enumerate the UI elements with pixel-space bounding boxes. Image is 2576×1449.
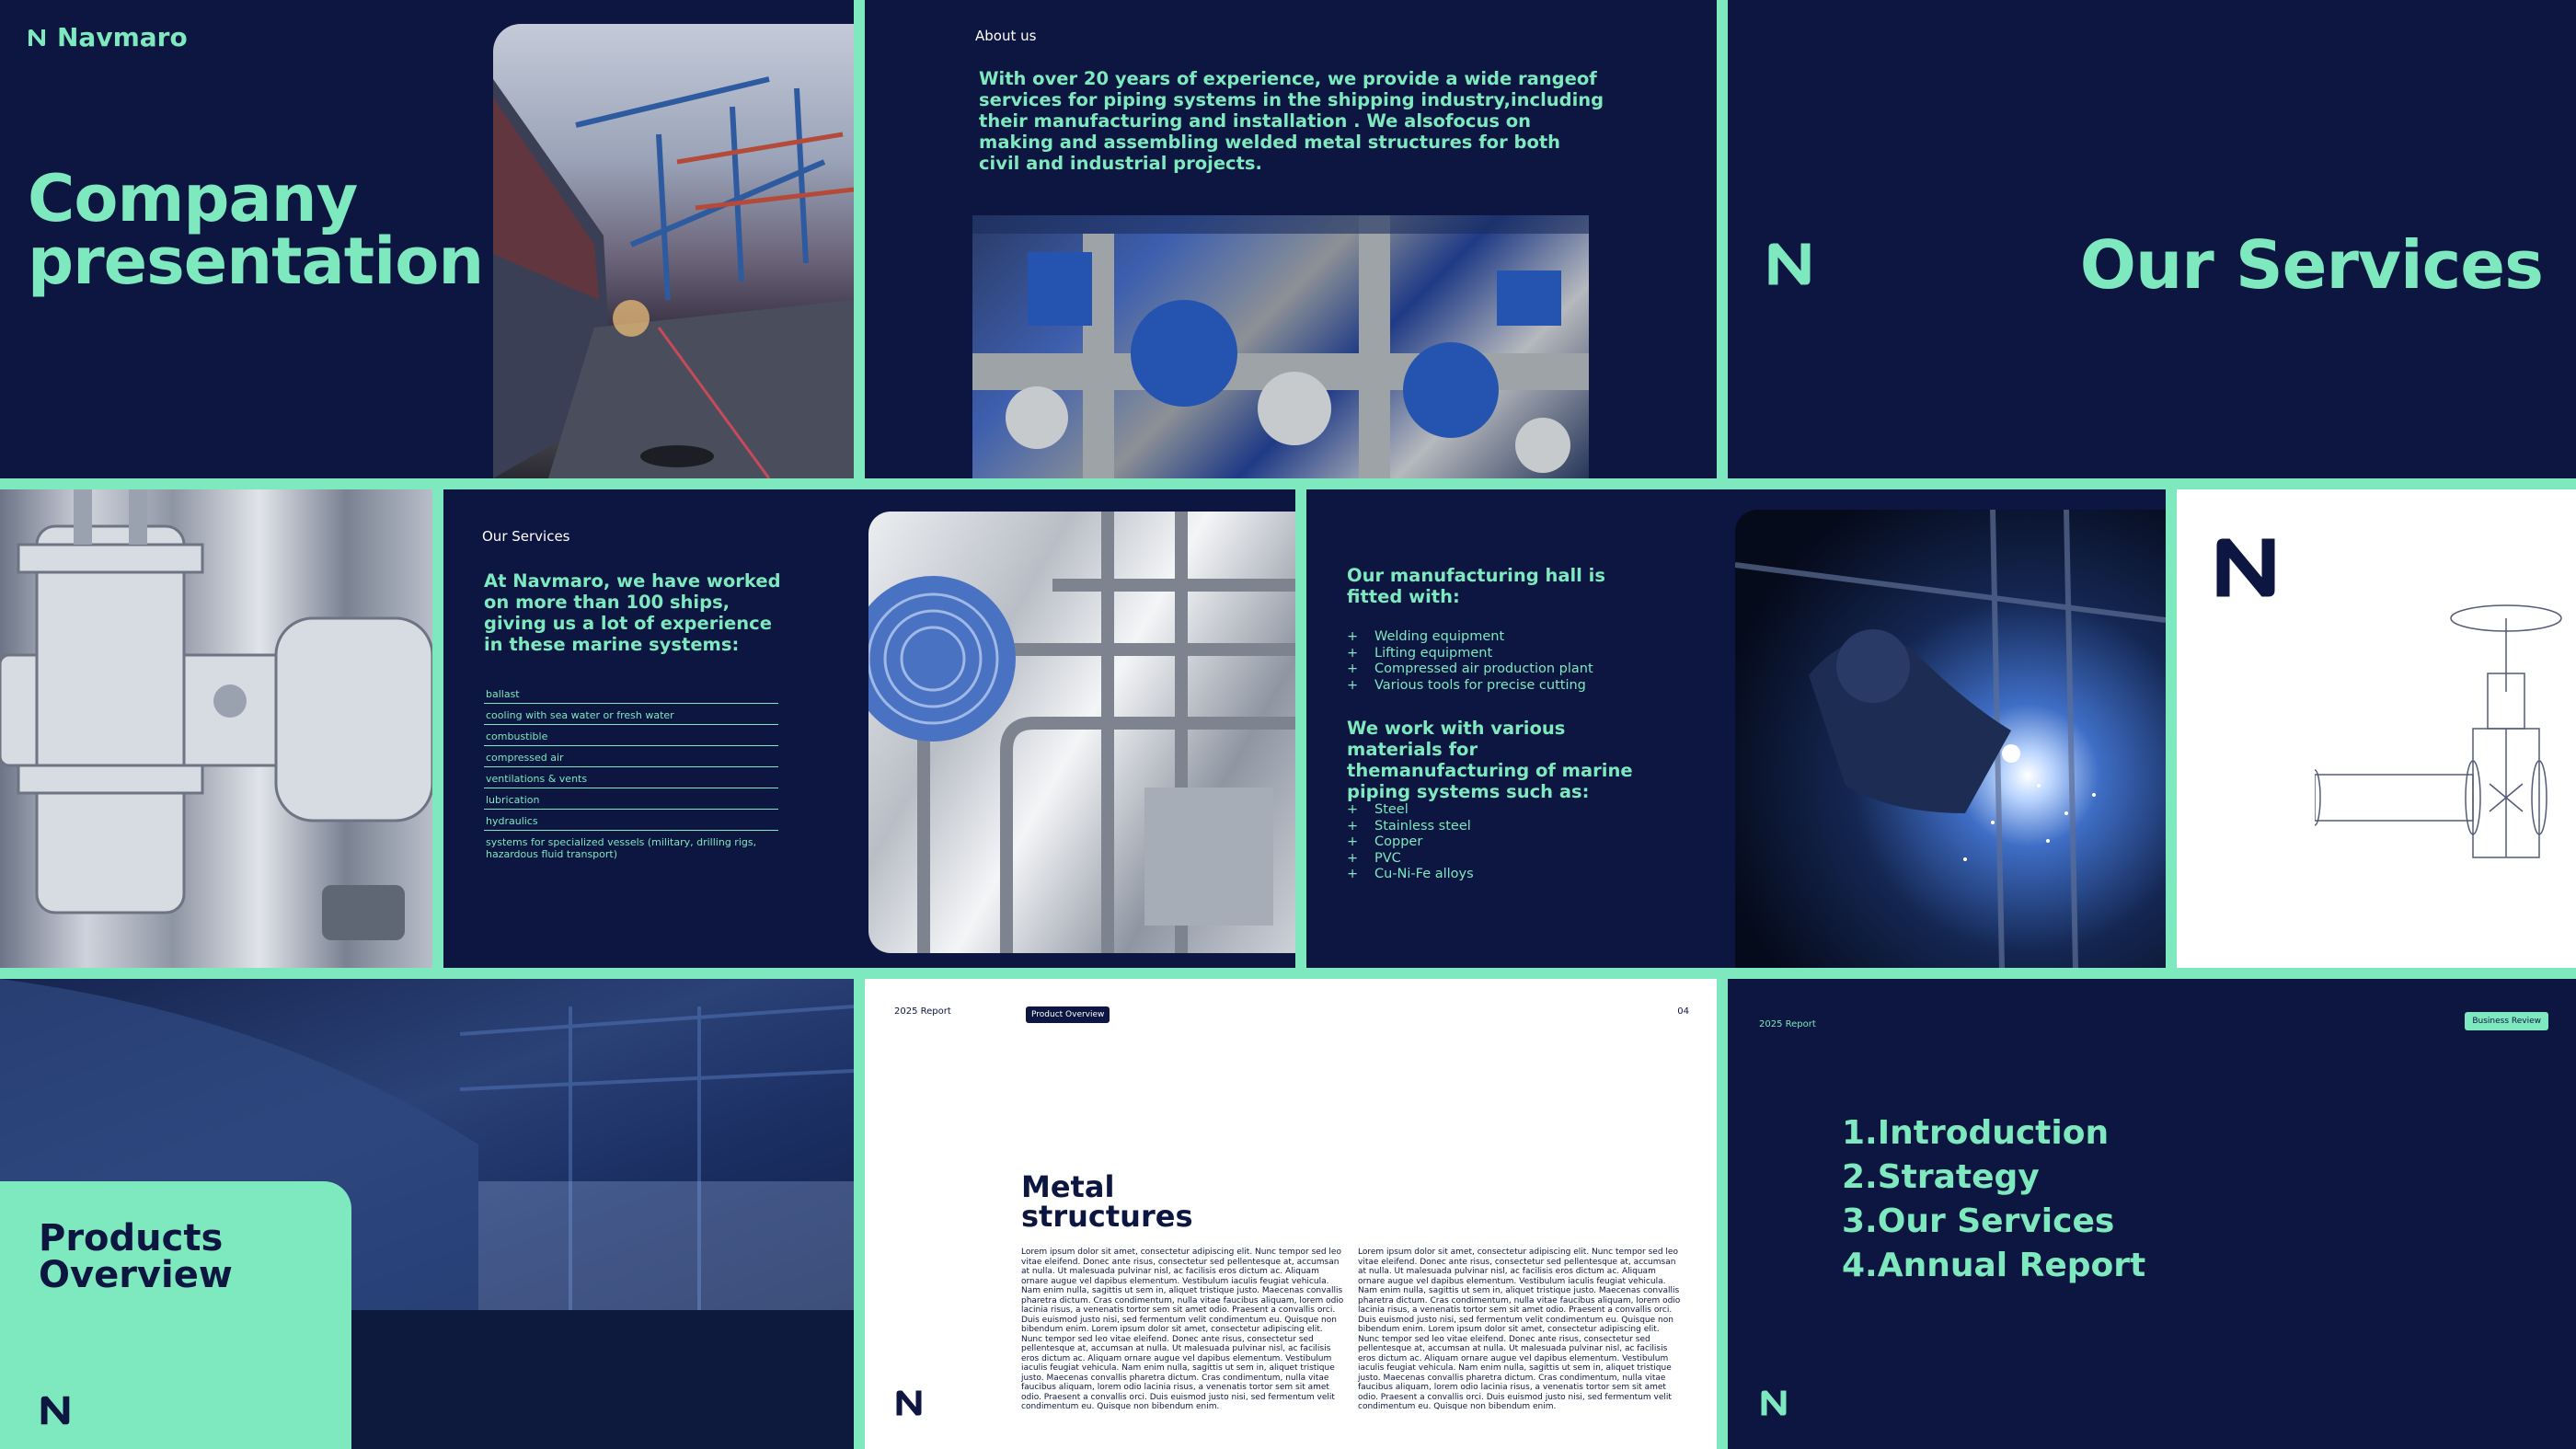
- list-item: + PVC: [1347, 851, 1474, 868]
- valve-closeup-photo: [0, 489, 432, 968]
- slide-about: [865, 0, 1717, 478]
- slide-valve-drawing: [2177, 489, 2576, 968]
- about-label: About us: [975, 28, 1037, 44]
- products-panel: [0, 1181, 351, 1449]
- services-lead: At Navmaro, we have worked on more than 100 ships, giving us a lot of experience in these marine systems:: [484, 570, 781, 655]
- list-item: lubrication: [484, 788, 778, 810]
- valve-wireframe-icon: [2315, 581, 2576, 880]
- page-number: 04: [1677, 1006, 1689, 1017]
- cover-title-line2: presentation: [28, 224, 484, 299]
- navmaro-logo-icon: [2212, 535, 2280, 600]
- agenda-list: [1842, 1111, 2145, 1288]
- report-year: 2025 Report: [1759, 1019, 1816, 1029]
- metal-title-line1: Metal: [1021, 1169, 1115, 1204]
- slide-metal-structures: [865, 979, 1717, 1449]
- agenda-item: 1.Introduction: [1842, 1114, 2110, 1152]
- brand: [28, 22, 188, 52]
- services-label: Our Services: [482, 528, 570, 545]
- products-title-line2: Overview: [39, 1254, 233, 1296]
- agenda-item: 2.Strategy: [1842, 1158, 2040, 1196]
- slide-manufacturing: [1306, 489, 2166, 968]
- product-overview-badge: Product Overview: [1026, 1006, 1110, 1023]
- slide-our-services-cover: [1728, 0, 2576, 478]
- pipe-valves-photo: [972, 215, 1589, 478]
- manufacturing-heading: Our manufacturing hall is fitted with:: [1347, 565, 1605, 607]
- navmaro-logo-icon: [1759, 1389, 1788, 1417]
- list-item: + Cu-Ni-Fe alloys: [1347, 867, 1474, 883]
- list-item: + Copper: [1347, 834, 1474, 851]
- cover-title-line1: Company: [28, 161, 358, 236]
- list-item: + Various tools for precise cutting: [1347, 678, 1593, 695]
- welder-photo: [1735, 510, 2166, 968]
- agenda-item: 4.Annual Report: [1842, 1247, 2146, 1284]
- port-crane-photo: [493, 24, 854, 478]
- slide-products-overview: [0, 979, 854, 1449]
- list-item: ventilations & vents: [484, 767, 778, 788]
- navmaro-logo-icon: [39, 1395, 72, 1426]
- slide-services: [443, 489, 1295, 968]
- list-item: cooling with sea water or fresh water: [484, 704, 778, 725]
- products-title: [39, 1217, 233, 1296]
- list-item: + Steel: [1347, 802, 1474, 819]
- navmaro-logo-icon: [894, 1389, 924, 1417]
- metal-title-line2: structures: [1021, 1199, 1193, 1234]
- agenda-item: 3.Our Services: [1842, 1202, 2115, 1240]
- equipment-list: [1347, 629, 1593, 694]
- slide-cover: [0, 0, 854, 478]
- list-item: combustible: [484, 725, 778, 746]
- brand-name: Navmaro: [57, 22, 188, 52]
- steel-pipes-photo: [868, 512, 1295, 953]
- list-item: + Stainless steel: [1347, 819, 1474, 835]
- materials-heading: We work with various materials for themanufacturing of marine piping systems such as:: [1347, 718, 1633, 802]
- list-item: hydraulics: [484, 810, 778, 831]
- about-paragraph: With over 20 years of experience, we provide a wide rangeof services for piping systems in the shipping industry,including their manufacturing and installation . We alsofocus on making and assembling welded metal structures for both civil and industrial projects.: [979, 68, 1604, 174]
- marine-systems-list: [484, 683, 778, 863]
- list-item: systems for specialized vessels (military, drilling rigs, hazardous fluid transport): [486, 836, 757, 860]
- navmaro-logo-icon: [28, 29, 46, 47]
- business-review-badge: Business Review: [2465, 1012, 2548, 1030]
- slide-agenda: [1728, 979, 2576, 1449]
- report-year: 2025 Report: [894, 1006, 951, 1017]
- list-item: compressed air: [484, 746, 778, 767]
- services-cover-title: Our Services: [2079, 226, 2543, 304]
- navmaro-logo-icon: [1765, 241, 1814, 287]
- products-title-line1: Products: [39, 1217, 224, 1259]
- list-item: ballast: [484, 683, 778, 704]
- cover-title: [28, 161, 484, 299]
- list-item: + Compressed air production plant: [1347, 661, 1593, 678]
- materials-list: [1347, 802, 1474, 883]
- body-column-2: Lorem ipsum dolor sit amet, consectetur adipiscing elit. Nunc tempor sed leo vitae eleifend. Donec ante risus, consectetur sed pellentesque at, accumsan at nulla. Ut malesuada pulvinar nisl, ac facilisis eros dictum ac. Aliquam ornare augue vel dapibus elementum. Vestibulum iaculis feugiat vehicula. Nam enim nulla, sagittis ut sem in, aliquet tristique justo. Maecenas convallis pharetra dictum. Cras condimentum, nulla vitae faucibus aliquam, lorem odio lacinia risus, a venenatis tortor sem sit amet odio. Praesent a convallis orci. Duis euismod justo nisi, sed fermentum velit condimentum eu. Quisque non bibendum enim. Lorem ipsum dolor sit amet, consectetur adipiscing elit. Nunc tempor sed leo vitae eleifend. Donec ante risus, consectetur sed pellentesque at, accumsan at nulla. Ut malesuada pulvinar nisl, ac facilisis eros dictum ac. Aliquam ornare augue vel dapibus elementum. Vestibulum iaculis feugiat vehicula. Nam enim nulla, sagittis ut sem in, aliquet tristique justo. Maecenas convallis pharetra dictum. Cras condimentum, nulla vitae faucibus aliquam, lorem odio lacinia risus, a venenatis tortor sem sit amet odio. Praesent a convallis orci. Duis euismod justo nisi, sed fermentum velit condimentum eu. Quisque non bibendum enim.: [1358, 1248, 1681, 1411]
- body-column-1: Lorem ipsum dolor sit amet, consectetur adipiscing elit. Nunc tempor sed leo vitae eleifend. Donec ante risus, consectetur sed pellentesque at, accumsan at nulla. Ut malesuada pulvinar nisl, ac facilisis eros dictum ac. Aliquam ornare augue vel dapibus elementum. Vestibulum iaculis feugiat vehicula. Nam enim nulla, sagittis ut sem in, aliquet tristique justo. Maecenas convallis pharetra dictum. Cras condimentum, nulla vitae faucibus aliquam, lorem odio lacinia risus, a venenatis tortor sem sit amet odio. Praesent a convallis orci. Duis euismod justo nisi, sed fermentum velit condimentum eu. Quisque non bibendum enim. Lorem ipsum dolor sit amet, consectetur adipiscing elit. Nunc tempor sed leo vitae eleifend. Donec ante risus, consectetur sed pellentesque at, accumsan at nulla. Ut malesuada pulvinar nisl, ac facilisis eros dictum ac. Aliquam ornare augue vel dapibus elementum. Vestibulum iaculis feugiat vehicula. Nam enim nulla, sagittis ut sem in, aliquet tristique justo. Maecenas convallis pharetra dictum. Cras condimentum, nulla vitae faucibus aliquam, lorem odio lacinia risus, a venenatis tortor sem sit amet odio. Praesent a convallis orci. Duis euismod justo nisi, sed fermentum velit condimentum eu. Quisque non bibendum enim.: [1021, 1248, 1344, 1411]
- list-item: + Lifting equipment: [1347, 646, 1593, 662]
- list-item: + Welding equipment: [1347, 629, 1593, 646]
- metal-title: [1021, 1169, 1193, 1234]
